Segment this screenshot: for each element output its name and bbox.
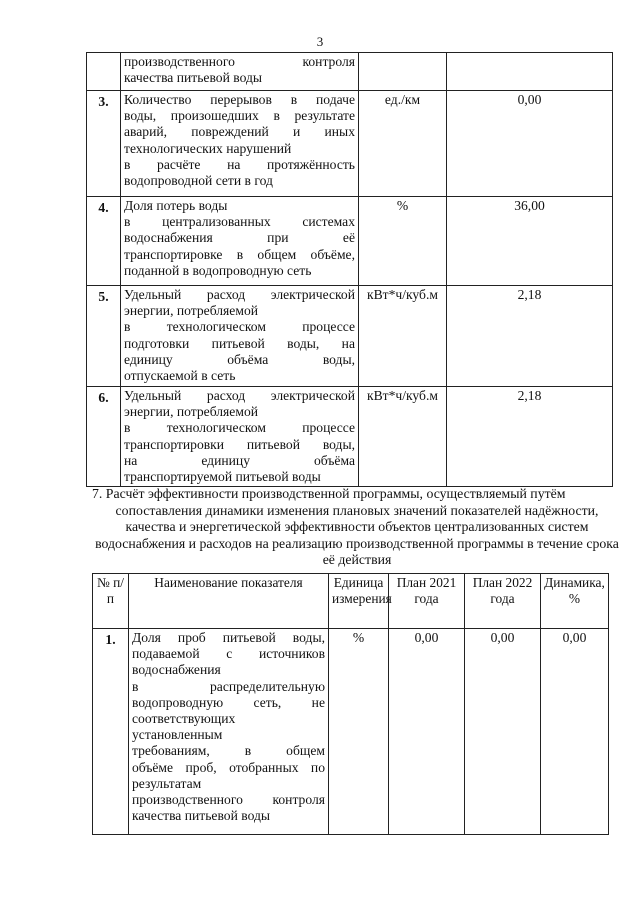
text-line: соответствующих bbox=[132, 711, 236, 727]
text-line: в технологическом процессе bbox=[124, 420, 355, 436]
section-7-rest: сопоставления динамики изменения плановых значений показателей надёжности, качества и энергетической эффективности объектов централизованных систем водоснабжения и расходов на реализацию производственной программы в течение срока её действия bbox=[95, 502, 619, 568]
page-number: 3 bbox=[316, 34, 324, 49]
text-line: водоснабжения bbox=[132, 662, 221, 678]
table-row bbox=[93, 629, 609, 835]
text-line: Удельный расход электрической bbox=[124, 287, 355, 302]
header-name: Наименование показателя bbox=[129, 574, 329, 629]
text-line: энергии, потребляемой bbox=[124, 404, 259, 420]
table-row bbox=[87, 53, 613, 91]
text-line: производственного контроля bbox=[132, 792, 325, 808]
indicator-name-cell bbox=[121, 91, 359, 197]
text-line: транспортировке в общем объёме, bbox=[124, 246, 355, 262]
text-line: в распределительную bbox=[132, 678, 325, 694]
dynamics-cell: 0,00 bbox=[541, 629, 609, 835]
indicator-name-cell bbox=[121, 197, 359, 286]
plan-2021-cell: 0,00 bbox=[389, 629, 465, 835]
unit-cell: % bbox=[359, 197, 447, 286]
text-line: водоснабжения при её bbox=[124, 230, 355, 246]
table-row bbox=[87, 286, 613, 387]
indicator-name-cell bbox=[121, 387, 359, 487]
text-line: качества питьевой воды bbox=[124, 70, 263, 86]
text-line: Доля потерь воды bbox=[124, 198, 228, 213]
value-cell: 36,00 bbox=[447, 197, 613, 286]
text-line: качества питьевой воды bbox=[132, 808, 271, 824]
text-line: единицу объёма воды, bbox=[124, 351, 355, 367]
value-cell: 2,18 bbox=[447, 286, 613, 387]
text-line: аварий, повреждений и иных bbox=[124, 124, 355, 140]
header-plan-2022: План 2022 года bbox=[465, 574, 541, 629]
table-row bbox=[87, 197, 613, 286]
text-line: воды, произошедших в результате bbox=[124, 108, 355, 124]
text-line: транспортируемой питьевой воды bbox=[124, 469, 321, 485]
text-line: требованиям, в общем bbox=[132, 743, 325, 759]
text-line: подготовки питьевой воды, на bbox=[124, 335, 355, 351]
header-unit: Единица измерения bbox=[329, 574, 389, 629]
unit-cell: кВт*ч/куб.м bbox=[359, 387, 447, 487]
text-line: подаваемой с источников bbox=[132, 646, 325, 662]
text-line: поданной в водопроводную сеть bbox=[124, 262, 312, 278]
header-num: № п/п bbox=[93, 574, 129, 629]
text-line: технологических нарушений bbox=[124, 140, 292, 156]
row-number: 3. bbox=[87, 91, 121, 197]
table-row bbox=[87, 387, 613, 487]
section-7-title bbox=[92, 486, 622, 569]
text-line: отпускаемой в сеть bbox=[124, 368, 236, 384]
text-line: в централизованных системах bbox=[124, 214, 355, 230]
text-line: результатам bbox=[132, 775, 202, 791]
row-number: 6. bbox=[87, 387, 121, 487]
section-7-first-line: 7. Расчёт эффективности производственной программы, осуществляемый путём bbox=[92, 486, 566, 501]
indicator-name-cell bbox=[129, 629, 329, 835]
table-row bbox=[87, 91, 613, 197]
text-line: Удельный расход электрической bbox=[124, 388, 355, 403]
row-number: 4. bbox=[87, 197, 121, 286]
text-line: производственного контроля bbox=[124, 54, 355, 69]
text-line: в технологическом процессе bbox=[124, 319, 355, 335]
text-line: энергии, потребляемой bbox=[124, 303, 259, 319]
text-line: транспортировки питьевой воды, bbox=[124, 436, 355, 452]
plan-2022-cell: 0,00 bbox=[465, 629, 541, 835]
table-header-row bbox=[93, 574, 609, 629]
header-dynamics: Динамика, % bbox=[541, 574, 609, 629]
header-plan-2021: План 2021 года bbox=[389, 574, 465, 629]
text-line: водопроводную сеть, не bbox=[132, 694, 325, 710]
efficiency-table bbox=[92, 573, 609, 835]
value-cell: 2,18 bbox=[447, 387, 613, 487]
indicators-table bbox=[86, 52, 613, 487]
unit-cell: кВт*ч/куб.м bbox=[359, 286, 447, 387]
indicator-name-cell bbox=[121, 53, 359, 91]
unit-cell: ед./км bbox=[359, 91, 447, 197]
unit-cell: % bbox=[329, 629, 389, 835]
text-line: Количество перерывов в подаче bbox=[124, 92, 355, 107]
row-number: 5. bbox=[87, 286, 121, 387]
indicator-name-cell bbox=[121, 286, 359, 387]
text-line: водопроводной сети в год bbox=[124, 173, 273, 189]
value-cell: 0,00 bbox=[447, 91, 613, 197]
text-line: на единицу объёма bbox=[124, 452, 355, 468]
text-line: Доля проб питьевой воды, bbox=[132, 630, 325, 645]
text-line: объёме проб, отобранных по bbox=[132, 759, 325, 775]
row-number: 1. bbox=[93, 629, 129, 835]
text-line: установленным bbox=[132, 727, 223, 743]
text-line: в расчёте на протяжённость bbox=[124, 156, 355, 172]
